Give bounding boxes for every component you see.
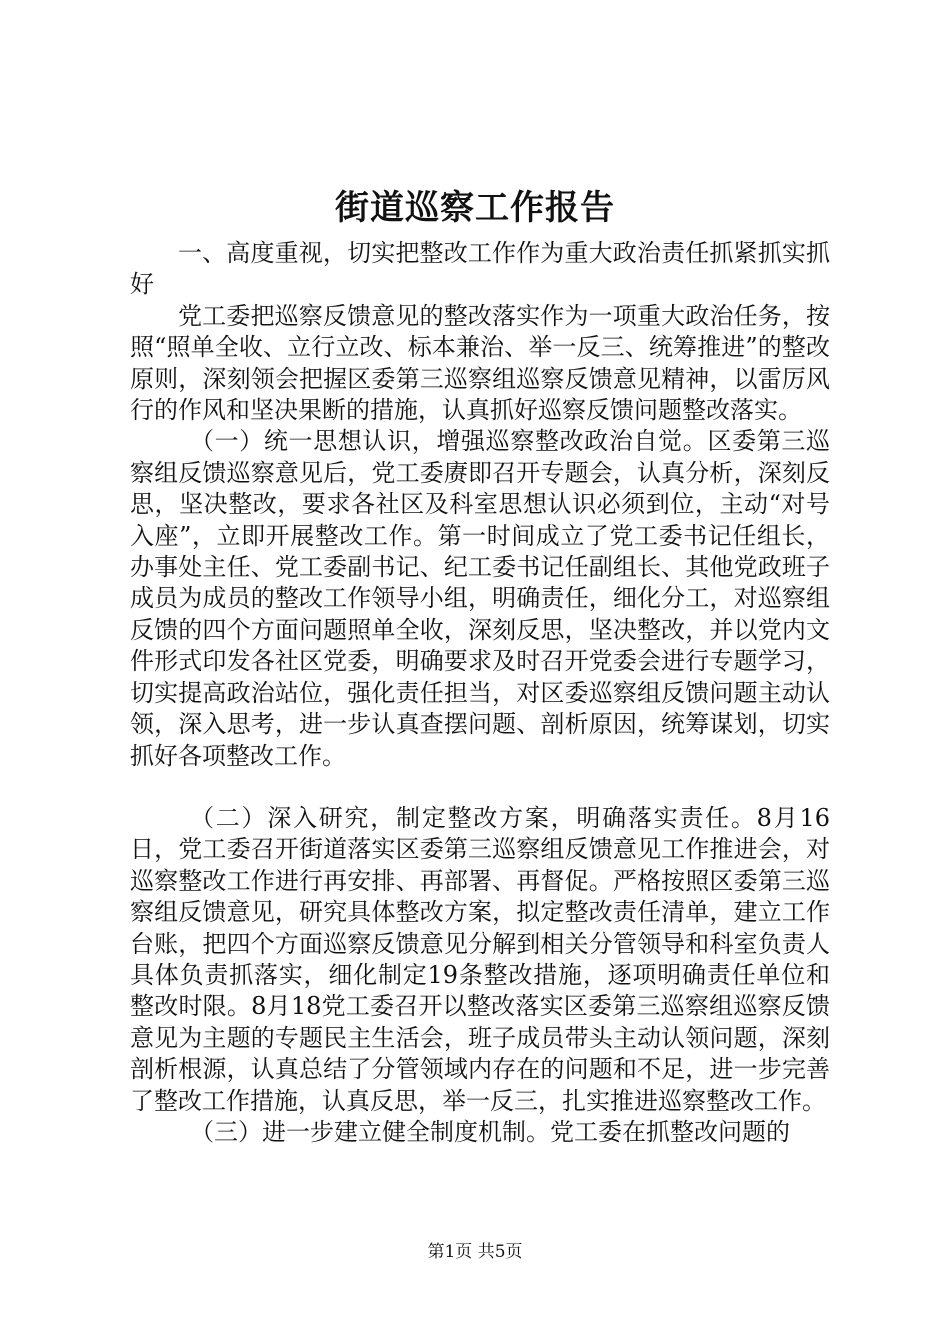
body-paragraph: （一）统一思想认识，增强巡察整改政治自觉。区委第三巡察组反馈巡察意见后，党工委赓即召开专题会，认真分析，深刻反思，坚决整改，要求各社区及科室思想认识必须到位，主动“对号入座”，立即开展整改工作。第一时间成立了党工委书记任组长，办事处主任、党工委副书记、纪工委书记任副组长、其他党政班子成员为成员的整改工作领导小组，明确责任，细化分工，对巡察组反馈的四个方面问题照单全收，深刻反思，坚决整改，并以党内文件形式印发各社区党委，明确要求及时召开党委会进行专题学习，切实提高政治站位，强化责任担当，对区委巡察组反馈问题主动认领，深入思考，进一步认真查摆问题、剖析原因，统筹谋划，切实抓好各项整改工作。 bbox=[130, 427, 830, 770]
page-number-footer: 第1页 共5页 bbox=[427, 1242, 523, 1262]
body-paragraph: 党工委把巡察反馈意见的整改落实作为一项重大政治任务，按照“照单全收、立行立改、标本兼治、举一反三、统筹推进”的整改原则，深刻领会把握区委第三巡察组巡察反馈意见精神，以雷厉风行的作风和坚决果断的措施，认真抓好巡察反馈问题整改落实。 bbox=[130, 301, 830, 425]
body-paragraph: （三）进一步建立健全制度机制。党工委在抓整改问题的 bbox=[190, 1117, 790, 1146]
document-title: 街道巡察工作报告 bbox=[335, 188, 615, 228]
document-body bbox=[130, 238, 830, 1148]
body-paragraph: （二）深入研究，制定整改方案，明确落实责任。8月16日，党工委召开街道落实区委第三巡察组反馈意见工作推进会，对巡察整改工作进行再安排、再部署、再督促。严格按照区委第三巡察组反馈意见，研究具体整改方案，拟定整改责任清单，建立工作台账，把四个方面巡察反馈意见分解到相关分管领导和科室负责人具体负责抓落实，细化制定19条整改措施，逐项明确责任单位和整改时限。8月18党工委召开以整改落实区委第三巡察组巡察反馈意见为主题的专题民主生活会，班子成员带头主动认领问题，深刻剖析根源，认真总结了分管领域内存在的问题和不足，进一步完善了整改工作措施，认真反思，举一反三，扎实推进巡察整改工作。 bbox=[130, 803, 830, 1115]
section-heading: 一、高度重视，切实把整改工作作为重大政治责任抓紧抓实抓好 bbox=[130, 239, 830, 299]
